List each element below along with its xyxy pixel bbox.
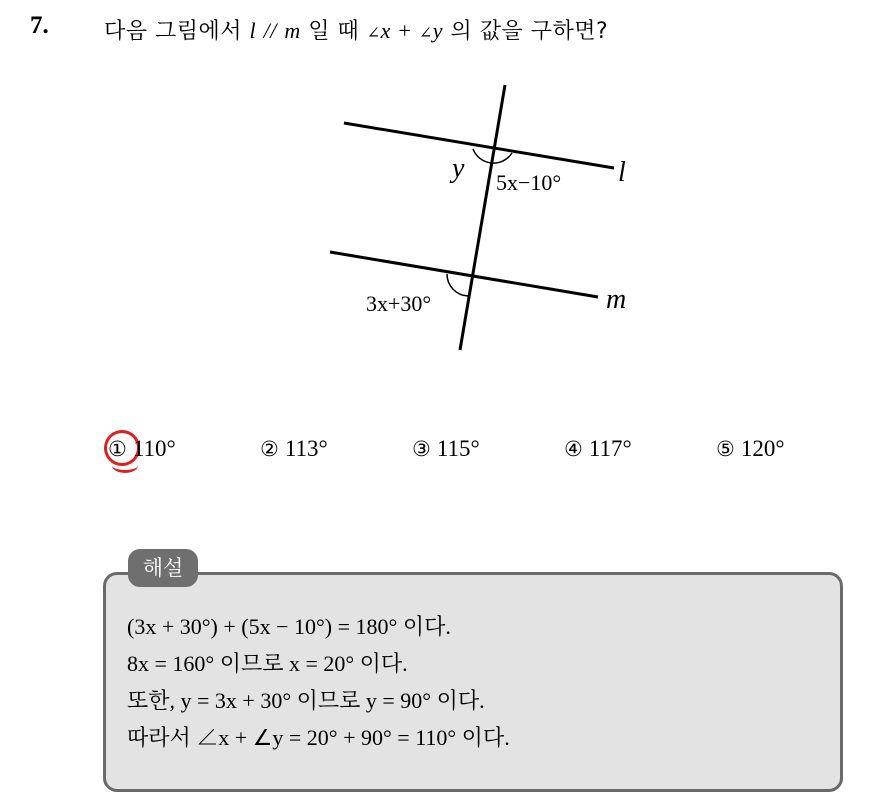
question-text-suffix: 의 값을 구하면? xyxy=(450,19,609,44)
choice-2-number: ② xyxy=(260,437,279,461)
choice-3-value: 115° xyxy=(436,436,480,461)
plus-symbol: + xyxy=(398,18,412,43)
solution-lines xyxy=(127,608,510,756)
choice-4-value: 117° xyxy=(588,436,632,461)
choice-5-value: 120° xyxy=(740,436,785,461)
solution-line-4: 따라서 ∠x + ∠y = 20° + 90° = 110° 이다. xyxy=(127,725,510,750)
solution-line-2: 8x = 160° 이므로 x = 20° 이다. xyxy=(127,651,408,676)
choice-3-number: ③ xyxy=(412,437,431,461)
choice-2-value: 113° xyxy=(284,436,328,461)
solution-line-1: (3x + 30°) + (5x − 10°) = 180° 이다. xyxy=(127,614,451,639)
choice-2[interactable] xyxy=(260,436,328,462)
transversal-line xyxy=(460,85,505,350)
question-text-middle: 일 때 xyxy=(308,19,360,44)
angle-symbol: ∠ xyxy=(366,23,381,42)
variable-x: x xyxy=(380,18,391,43)
choice-5[interactable] xyxy=(716,436,785,462)
choice-1-number: ① xyxy=(108,437,127,461)
line-l-label: l xyxy=(618,157,626,188)
angle-top-label: 5x−10° xyxy=(496,170,562,195)
question-number: 7. xyxy=(30,12,49,39)
angle-y-label: y xyxy=(452,153,465,184)
choice-4[interactable] xyxy=(564,436,632,462)
choice-4-number: ④ xyxy=(564,437,583,461)
line-m-label: m xyxy=(606,284,627,315)
answer-choices xyxy=(100,430,820,470)
variable-y: y xyxy=(432,18,444,43)
solution-line-3: 또한, y = 3x + 30° 이므로 y = 90° 이다. xyxy=(127,688,485,713)
solution-title-tab: 해설 xyxy=(128,549,198,587)
parallel-symbol: // xyxy=(263,18,277,43)
question-text-prefix: 다음 그림에서 xyxy=(104,19,243,44)
choice-3[interactable] xyxy=(412,436,480,462)
line-l xyxy=(344,123,614,168)
choice-1[interactable] xyxy=(108,436,176,462)
angle-symbol-2: ∠ xyxy=(418,23,433,42)
angle-bottom-label: 3x+30° xyxy=(366,291,432,316)
choice-1-value: 110° xyxy=(132,436,176,461)
line-m-symbol: m xyxy=(284,18,301,43)
choice-5-number: ⑤ xyxy=(716,437,735,461)
angle-arc-bottom xyxy=(447,274,468,296)
line-l-symbol: l xyxy=(249,18,257,43)
